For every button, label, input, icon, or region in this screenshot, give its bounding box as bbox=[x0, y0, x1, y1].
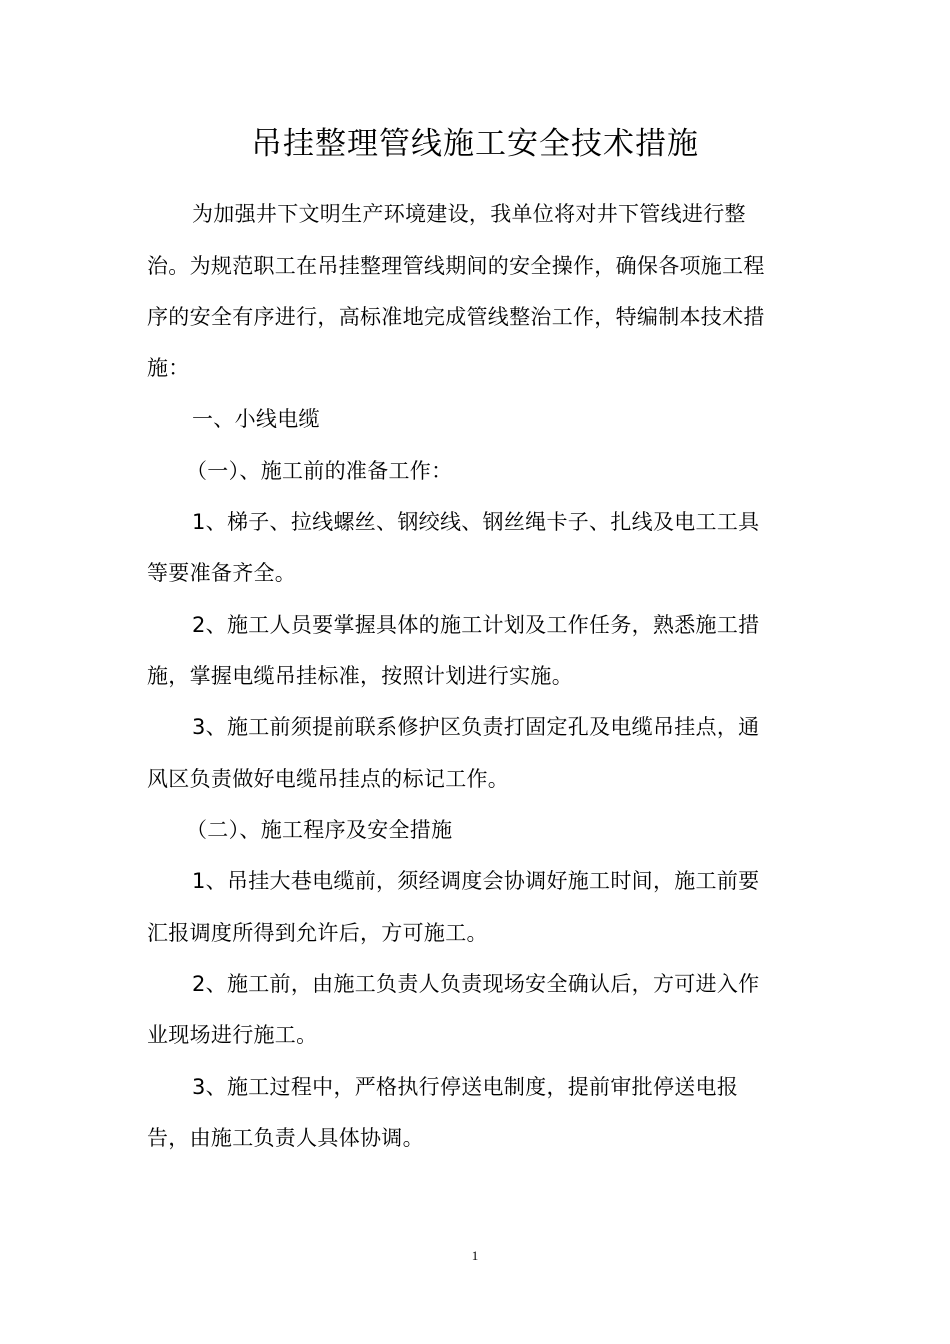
paragraph-line: 1、吊挂大巷电缆前，须经调度会协调好施工时间，施工前要 bbox=[192, 869, 760, 893]
paragraph-line: 施： bbox=[147, 356, 190, 380]
page-number: 1 bbox=[471, 1248, 479, 1263]
subsection-heading: （一）、施工前的准备工作： bbox=[186, 459, 453, 483]
document-title: 吊挂整理管线施工安全技术措施 bbox=[251, 126, 699, 162]
paragraph-line: 3、施工前须提前联系修护区负责打固定孔及电缆吊挂点，通 bbox=[192, 715, 760, 739]
paragraph-line: 告，由施工负责人具体协调。 bbox=[147, 1126, 424, 1150]
paragraph-line: 为加强井下文明生产环境建设，我单位将对井下管线进行整 bbox=[192, 202, 746, 226]
paragraph-line: 1、梯子、拉线螺丝、钢绞线、钢丝绳卡子、扎线及电工工具 bbox=[192, 510, 760, 534]
paragraph-line: 施，掌握电缆吊挂标准，按照计划进行实施。 bbox=[147, 664, 573, 688]
paragraph-line: 序的安全有序进行，高标准地完成管线整治工作，特编制本技术措 bbox=[147, 305, 765, 329]
subsection-heading: （二）、施工程序及安全措施 bbox=[186, 818, 453, 842]
paragraph-line: 治。为规范职工在吊挂整理管线期间的安全操作，确保各项施工程 bbox=[147, 254, 765, 278]
paragraph-line: 2、施工前，由施工负责人负责现场安全确认后，方可进入作 bbox=[192, 972, 760, 996]
paragraph-line: 2、施工人员要掌握具体的施工计划及工作任务，熟悉施工措 bbox=[192, 613, 760, 637]
paragraph-line: 3、施工过程中，严格执行停送电制度，提前审批停送电报 bbox=[192, 1075, 739, 1099]
paragraph-line: 风区负责做好电缆吊挂点的标记工作。 bbox=[147, 767, 510, 791]
paragraph-line: 等要准备齐全。 bbox=[147, 561, 297, 585]
paragraph-line: 汇报调度所得到允许后，方可施工。 bbox=[147, 921, 488, 945]
paragraph-line: 业现场进行施工。 bbox=[147, 1023, 318, 1047]
section-heading: 一、小线电缆 bbox=[192, 407, 320, 431]
